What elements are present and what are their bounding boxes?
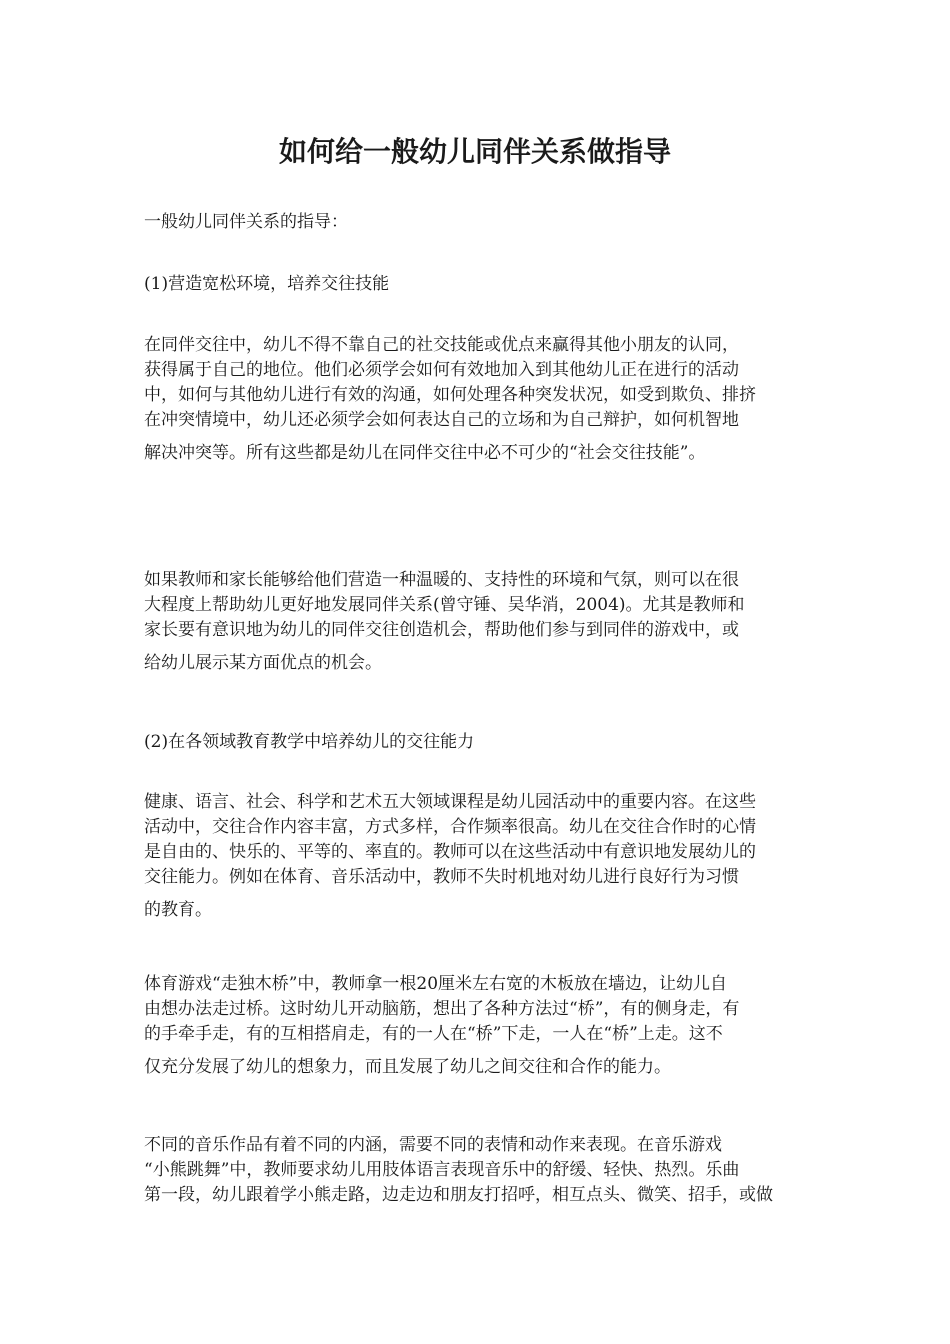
text-line: 交往能力。例如在体育、音乐活动中，教师不失时机地对幼儿进行良好行为习惯 xyxy=(144,867,739,887)
text-line: 由想办法走过桥。这时幼儿开动脑筋，想出了各种方法过“桥”，有的侧身走，有 xyxy=(144,999,740,1019)
text-line: 活动中，交往合作内容丰富，方式多样，合作频率很高。幼儿在交往合作时的心情 xyxy=(144,817,756,837)
text-line: 家长要有意识地为幼儿的同伴交往创造机会，帮助他们参与到同伴的游戏中，或 xyxy=(144,620,739,640)
text-line: “小熊跳舞”中，教师要求幼儿用肢体语言表现音乐中的舒缓、轻快、热烈。乐曲 xyxy=(144,1160,740,1180)
text-line: 不同的音乐作品有着不同的内涵，需要不同的表情和动作来表现。在音乐游戏 xyxy=(144,1135,722,1155)
text-line: 的手牵手走，有的互相搭肩走，有的一人在“桥”下走，一人在“桥”上走。这不 xyxy=(144,1024,723,1044)
text-line: 第一段，幼儿跟着学小熊走路，边走边和朋友打招呼，相互点头、微笑、招手，或做 xyxy=(144,1185,773,1205)
text-line: 在同伴交往中，幼儿不得不靠自己的社交技能或优点来赢得其他小朋友的认同， xyxy=(144,335,739,355)
text-line: 健康、语言、社会、科学和艺术五大领域课程是幼儿园活动中的重要内容。在这些 xyxy=(144,792,756,812)
intro-line: 一般幼儿同伴关系的指导： xyxy=(144,212,348,232)
text-line: 获得属于自己的地位。他们必须学会如何有效地加入到其他幼儿正在进行的活动 xyxy=(144,360,739,380)
text-line: 体育游戏“走独木桥”中，教师拿一根20厘米左右宽的木板放在墙边，让幼儿自 xyxy=(144,974,728,994)
text-line: 在冲突情境中，幼儿还必须学会如何表达自己的立场和为自己辩护，如何机智地 xyxy=(144,410,739,430)
paragraph-5 xyxy=(144,1133,808,1208)
text-line: 解决冲突等。所有这些都是幼儿在同伴交往中必不可少的“社会交往技能”。 xyxy=(144,443,706,463)
section-2-heading: (2)在各领域教育教学中培养幼儿的交往能力 xyxy=(144,732,475,752)
text-line: 如果教师和家长能够给他们营造一种温暖的、支持性的环境和气氛，则可以在很 xyxy=(144,570,739,590)
text-line: 是自由的、快乐的、平等的、率直的。教师可以在这些活动中有意识地发展幼儿的 xyxy=(144,842,756,862)
paragraph-4 xyxy=(144,972,808,1080)
page-title: 如何给一般幼儿同伴关系做指导 xyxy=(278,135,671,168)
text-line: 给幼儿展示某方面优点的机会。 xyxy=(144,653,382,673)
section-1-heading: (1)营造宽松环境，培养交往技能 xyxy=(144,274,390,294)
text-line: 大程度上帮助幼儿更好地发展同伴关系(曾守锤、吴华消，2004)。尤其是教师和 xyxy=(144,595,745,615)
paragraph-2 xyxy=(144,568,808,676)
text-line: 中，如何与其他幼儿进行有效的沟通，如何处理各种突发状况，如受到欺负、排挤 xyxy=(144,385,756,405)
paragraph-1 xyxy=(144,333,808,466)
paragraph-3 xyxy=(144,790,808,923)
text-line: 的教育。 xyxy=(144,900,212,920)
text-line: 仅充分发展了幼儿的想象力，而且发展了幼儿之间交往和合作的能力。 xyxy=(144,1057,671,1077)
